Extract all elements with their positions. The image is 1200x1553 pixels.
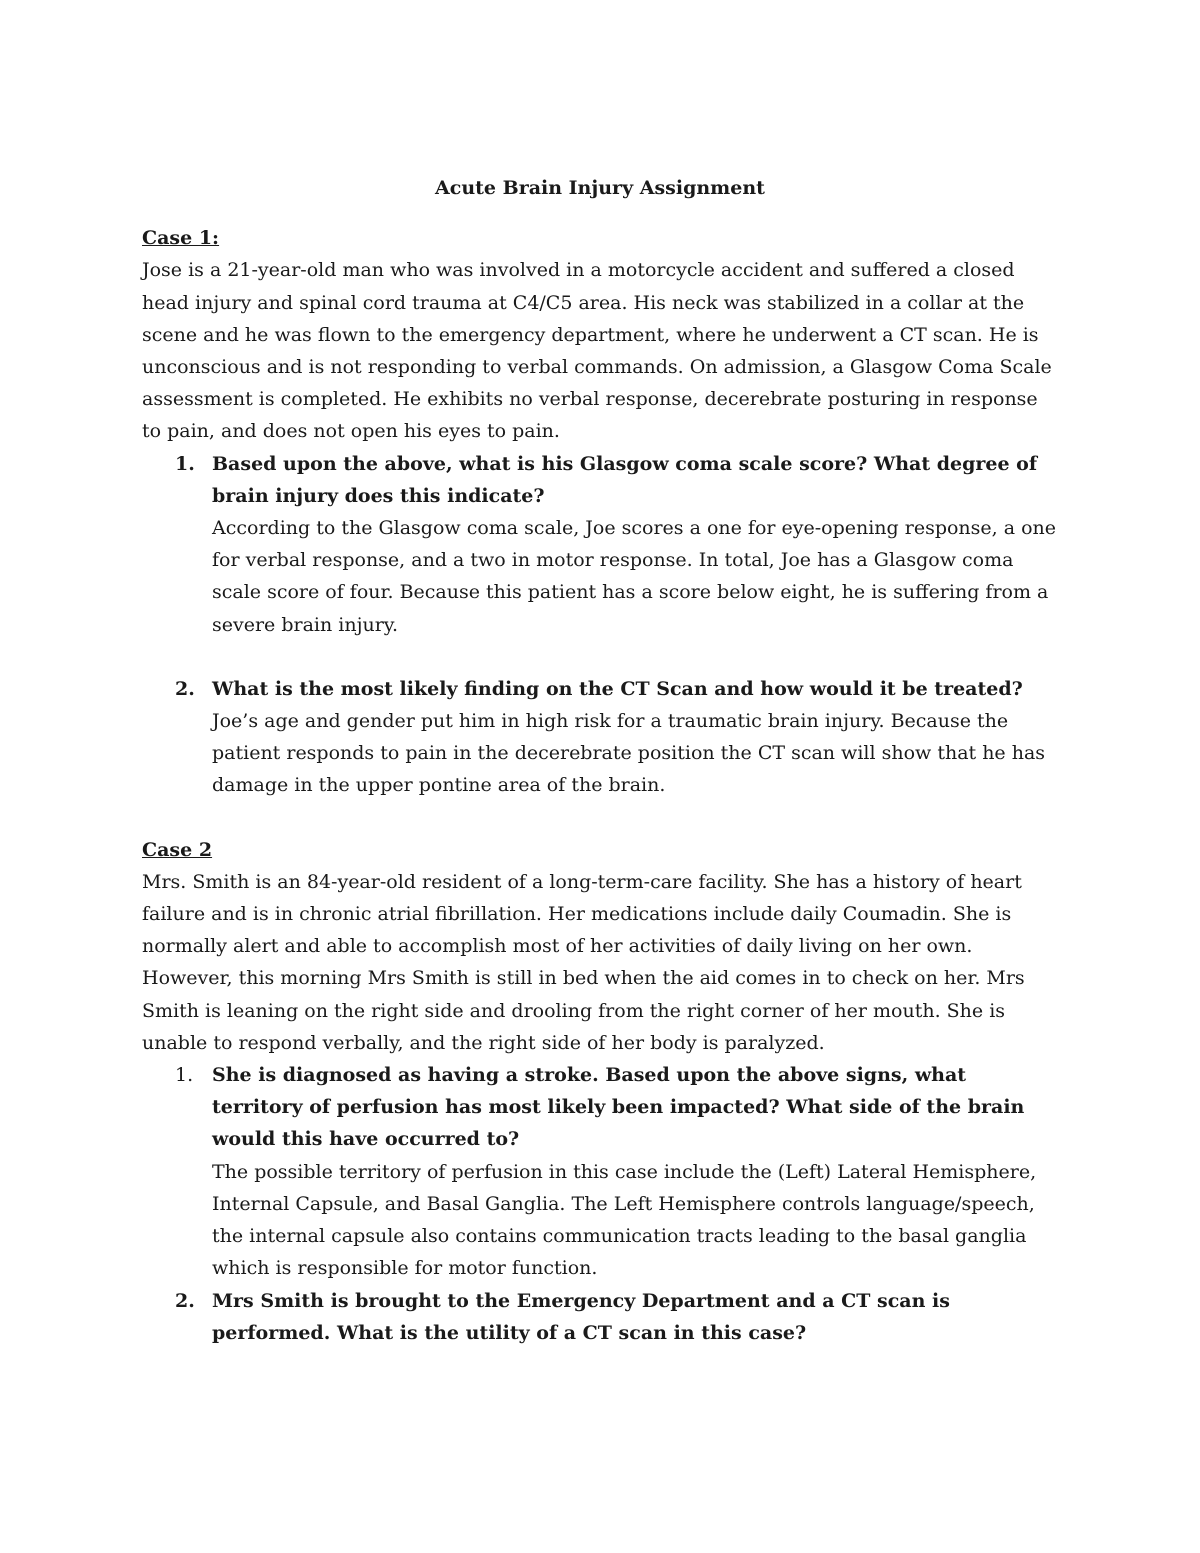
answer-text: Joe’s age and gender put him in high risk for a traumatic brain injury. Because the patient responds to pain in the decerebrate position the CT scan will show that he has damage in the upper pontine area of the brain. <box>212 710 1046 797</box>
case-1-question-1 <box>142 448 1058 641</box>
question-number: 2. <box>175 677 195 700</box>
question-text: Based upon the above, what is his Glasgow coma scale score? What degree of brain injury does this indicate? <box>212 452 1038 507</box>
case-1-questions <box>142 448 1058 802</box>
answer-text: According to the Glasgow coma scale, Joe scores a one for eye-opening response, a one for verbal response, and a two in motor response. In total, Joe has a Glasgow coma scale score of four. Because this patient has a score below eight, he is suffering from a severe brain injury. <box>212 517 1057 636</box>
case-1-scenario: Jose is a 21-year-old man who was involved in a motorcycle accident and suffered a closed head injury and spinal cord trauma at C4/C5 area. His neck was stabilized in a collar at the scene and he was flown to the emergency department, where he underwent a CT scan. He is unconscious and is not responding to verbal commands. On admission, a Glasgow Coma Scale assessment is completed. He exhibits no verbal response, decerebrate posturing in response to pain, and does not open his eyes to pain. <box>142 259 1052 443</box>
case-2-question-1 <box>142 1059 1058 1284</box>
case-2-question-2 <box>142 1285 1058 1349</box>
question-number: 1. <box>175 452 195 475</box>
question-text: Mrs Smith is brought to the Emergency Department and a CT scan is performed. What is the utility of a CT scan in this case? <box>212 1289 950 1344</box>
spacer <box>142 802 1058 834</box>
question-number: 2. <box>175 1289 195 1312</box>
case-2-section <box>142 834 1058 1349</box>
question-text: She is diagnosed as having a stroke. Based upon the above signs, what territory of perfusion has most likely been impacted? What side of the brain would this have occurred to? <box>212 1064 1025 1151</box>
case-2-questions <box>142 1059 1058 1349</box>
answer-text: The possible territory of perfusion in this case include the (Left) Lateral Hemisphere, Internal Capsule, and Basal Ganglia. The Left Hemisphere controls language/speech, the internal capsule also contains communication tracts leading to the basal ganglia which is responsible for motor function. <box>212 1160 1037 1280</box>
case-2-scenario: Mrs. Smith is an 84-year-old resident of a long-term-care facility. She has a history of heart failure and is in chronic atrial fibrillation. Her medications include daily Coumadin. She is normally alert and able to accomplish most of her activities of daily living on her own. However, this morning Mrs Smith is still in bed when the aid comes in to check on her. Mrs Smith is leaning on the right side and drooling from the right corner of her mouth. She is unable to respond verbally, and the right side of her body is paralyzed. <box>142 870 1025 1054</box>
document-page <box>142 172 1058 1349</box>
case-1-question-2 <box>142 673 1058 802</box>
case-2-heading: Case 2 <box>142 838 213 861</box>
case-1-heading: Case 1: <box>142 227 220 250</box>
document-title: Acute Brain Injury Assignment <box>435 177 765 199</box>
spacer <box>142 641 1058 673</box>
case-1-section <box>142 222 1058 801</box>
question-number: 1. <box>175 1064 194 1087</box>
question-text: What is the most likely finding on the CT Scan and how would it be treated? <box>212 677 1023 700</box>
